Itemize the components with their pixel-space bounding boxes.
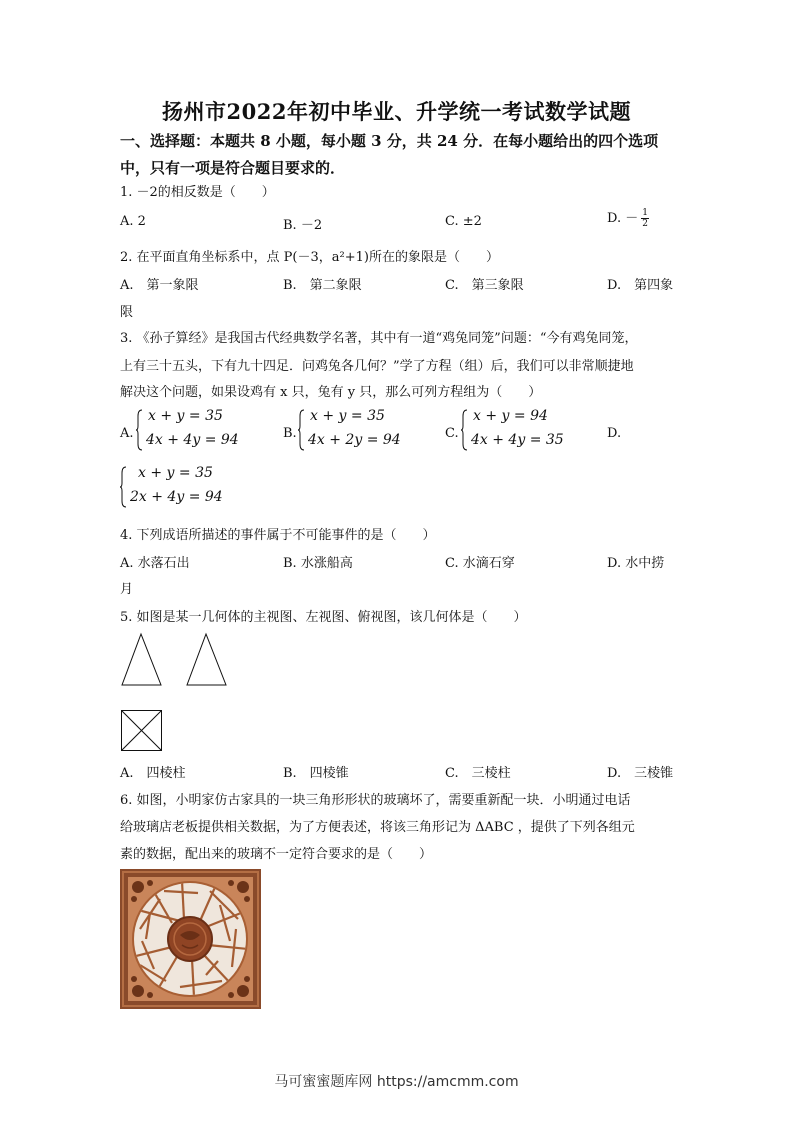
q3-option-b-label: B. bbox=[283, 426, 297, 441]
q3-c-eq1: x + y = 94 bbox=[473, 408, 548, 424]
q3-option-c-system bbox=[461, 408, 581, 456]
q3-line2: 上有三十五头，下有九十四足．问鸡兔各几何？”学了方程（组）后，我们可以非常顺捷地 bbox=[120, 359, 634, 374]
q2-option-a: A. 第一象限 bbox=[120, 278, 199, 293]
q3-option-d-system bbox=[120, 465, 240, 513]
q3-option-b-system bbox=[298, 408, 418, 456]
q4-stem: 4. 下列成语所描述的事件属于不可能事件的是（ ） bbox=[120, 528, 436, 543]
q3-b-eq1: x + y = 35 bbox=[310, 408, 385, 424]
q3-d-eq1: x + y = 35 bbox=[138, 465, 213, 481]
front-view-triangle bbox=[121, 633, 163, 687]
q6-line1: 6. 如图，小明家仿古家具的一块三角形形状的玻璃坏了，需要重新配一块．小明通过电话 bbox=[120, 793, 631, 808]
q3-b-eq2: 4x + 2y = 94 bbox=[308, 432, 401, 448]
q3-line3: 解决这个问题，如果设鸡有 x 只，兔有 y 只，那么可列方程组为（ ） bbox=[120, 385, 542, 400]
q6-line2: 给玻璃店老板提供相关数据，为了方便表述，将该三角形记为 ΔABC ，提供了下列各组元 bbox=[120, 820, 635, 835]
q5-stem: 5. 如图是某一几何体的主视图、左视图、俯视图，该几何体是（ ） bbox=[120, 610, 527, 625]
footer-watermark: 马可蜜蜜题库网 https://amcmm.com bbox=[274, 1074, 519, 1090]
q3-a-eq1: x + y = 35 bbox=[148, 408, 223, 424]
q3-option-d-label: D. bbox=[607, 426, 622, 441]
q4-option-b: B. 水涨船高 bbox=[283, 556, 353, 571]
q6-line3: 素的数据，配出来的玻璃不一定符合要求的是（ ） bbox=[120, 847, 433, 862]
q3-a-eq2: 4x + 4y = 94 bbox=[146, 432, 239, 448]
q3-line1: 3. 《孙子算经》是我国古代经典数学名著，其中有一道“鸡兔同笼”问题：“今有鸡兔同笼， bbox=[120, 331, 638, 346]
q3-option-a-label: A. bbox=[120, 426, 134, 441]
brace-icon bbox=[461, 410, 467, 450]
q1-option-d-prefix: D. － bbox=[607, 211, 639, 226]
q2-option-d: D. 第四象 bbox=[607, 278, 674, 293]
q3-d-eq2: 2x + 4y = 94 bbox=[130, 489, 223, 505]
q1-option-a: A. 2 bbox=[120, 214, 146, 229]
q4-option-c: C. 水滴石穿 bbox=[445, 556, 515, 571]
q3-c-eq2: 4x + 4y = 35 bbox=[471, 432, 564, 448]
q2-option-c: C. 第三象限 bbox=[445, 278, 524, 293]
q5-option-d: D. 三棱锥 bbox=[607, 766, 674, 781]
q5-option-c: C. 三棱柱 bbox=[445, 766, 511, 781]
q1-option-d bbox=[607, 207, 649, 229]
q1-option-c: C. ±2 bbox=[445, 214, 482, 229]
fraction-numerator: 1 bbox=[642, 208, 648, 218]
q5-option-b: B. 四棱锥 bbox=[283, 766, 349, 781]
q2-stem: 2. 在平面直角坐标系中，点 P(－3，a²+1)所在的象限是（ ） bbox=[120, 250, 499, 265]
section-header-line2: 中，只有一项是符合题目要求的． bbox=[120, 159, 346, 177]
q4-option-d: D. 水中捞 bbox=[607, 556, 665, 571]
top-view-square-with-diagonals bbox=[121, 710, 163, 752]
left-view-triangle bbox=[186, 633, 228, 687]
page-title: 扬州市2022年初中毕业、升学统一考试数学试题 bbox=[162, 99, 631, 124]
q4-option-d-wrap: 月 bbox=[120, 582, 134, 597]
q5-option-a: A. 四棱柱 bbox=[120, 766, 186, 781]
q2-option-d-wrap: 限 bbox=[120, 305, 134, 320]
fraction-denominator: 2 bbox=[642, 219, 648, 229]
q2-option-b: B. 第二象限 bbox=[283, 278, 362, 293]
q3-option-c-label: C. bbox=[445, 426, 459, 441]
q4-option-a: A. 水落石出 bbox=[120, 556, 190, 571]
lattice-window-photo bbox=[120, 869, 261, 1009]
brace-icon bbox=[298, 410, 304, 450]
brace-icon bbox=[136, 410, 142, 450]
brace-icon bbox=[120, 467, 126, 507]
fraction bbox=[641, 208, 649, 229]
q1-stem: 1. －2的相反数是（ ） bbox=[120, 185, 275, 200]
q1-option-b: B. －2 bbox=[283, 218, 323, 233]
q3-option-a-system bbox=[136, 408, 256, 456]
section-header-line1: 一、选择题：本题共 8 小题，每小题 3 分，共 24 分．在每小题给出的四个选项 bbox=[120, 132, 659, 150]
